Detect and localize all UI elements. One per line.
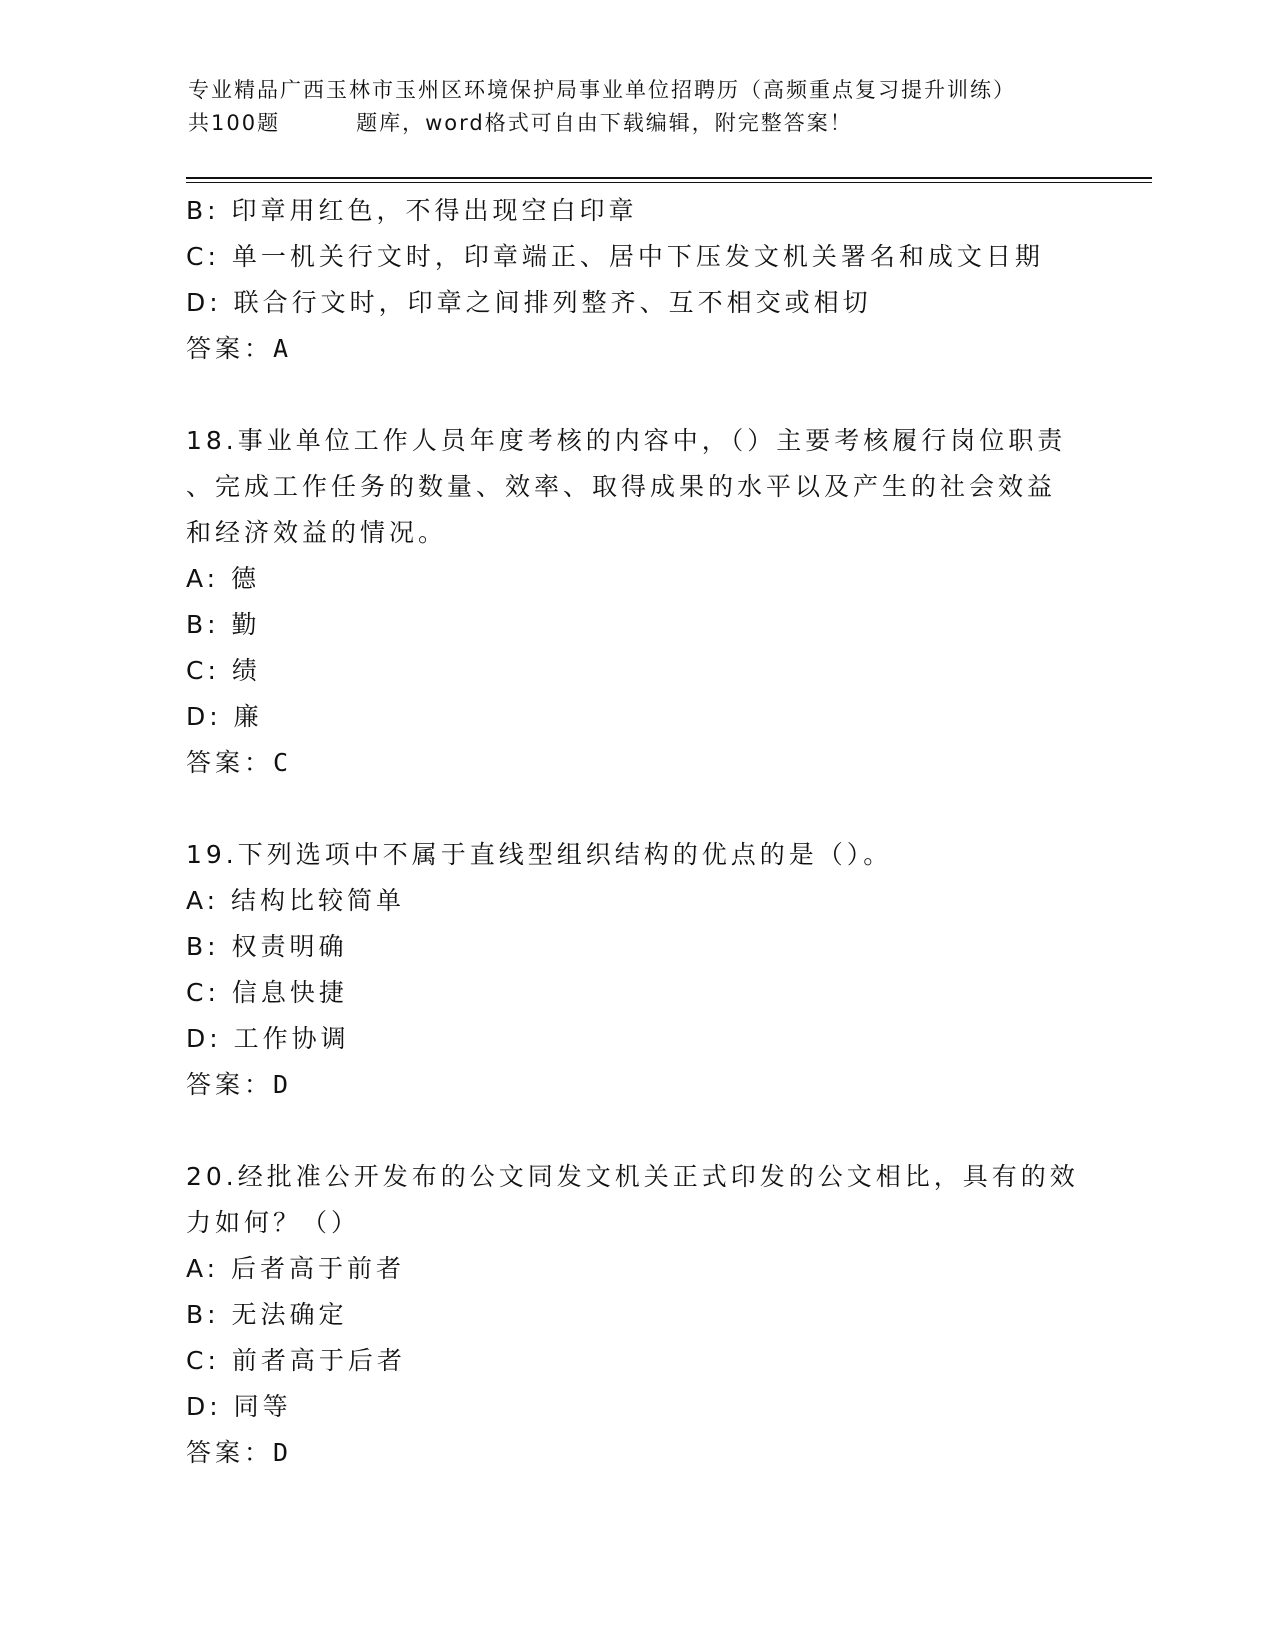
question-stem: 19.下列选项中不属于直线型组织结构的优点的是（）。 [186, 840, 893, 869]
answer-line [186, 740, 1086, 786]
question-stem: 18.事业单位工作人员年度考核的内容中，（）主要考核履行岗位职责 [186, 426, 1067, 455]
option: D: 工作协调 [186, 1024, 350, 1053]
option: A: 结构比较简单 [186, 886, 406, 915]
answer-value: A [273, 334, 293, 363]
option: C: 单一机关行文时，印章端正、居中下压发文机关署名和成文日期 [186, 242, 1044, 271]
header-divider-thick [186, 177, 1152, 179]
answer-value: D [273, 1070, 293, 1099]
question-stem: 和经济效益的情况。 [186, 518, 448, 547]
option: C: 信息快捷 [186, 978, 348, 1007]
option: B: 权责明确 [186, 932, 348, 961]
document-header [188, 74, 1088, 140]
header-note: 题库，word格式可自由下载编辑，附完整答案！ [356, 111, 853, 135]
header-divider-thin [186, 182, 1152, 183]
option: B: 无法确定 [186, 1300, 348, 1329]
document-body [186, 188, 1086, 1476]
option: B: 印章用红色，不得出现空白印章 [186, 196, 638, 225]
option: A: 德 [186, 564, 261, 593]
answer-label: 答案： [186, 1438, 274, 1467]
previous-question-tail [186, 188, 1086, 372]
option: A: 后者高于前者 [186, 1254, 406, 1283]
option: C: 绩 [186, 656, 261, 685]
option: D: 同等 [186, 1392, 292, 1421]
answer-line [186, 1430, 1086, 1476]
answer-label: 答案： [186, 334, 274, 363]
question-stem: 力如何？（） [186, 1208, 361, 1237]
question-19 [186, 832, 1086, 1108]
header-subtitle [188, 107, 1088, 140]
option: B: 勤 [186, 610, 261, 639]
answer-line [186, 326, 1086, 372]
answer-value: D [273, 1438, 293, 1467]
question-stem: 、完成工作任务的数量、效率、取得成果的水平以及产生的社会效益 [186, 472, 1057, 501]
answer-label: 答案： [186, 1070, 274, 1099]
question-20 [186, 1154, 1086, 1476]
answer-label: 答案： [186, 748, 274, 777]
answer-line [186, 1062, 1086, 1108]
option: D: 廉 [186, 702, 263, 731]
question-18 [186, 418, 1086, 786]
option: C: 前者高于后者 [186, 1346, 406, 1375]
option: D: 联合行文时，印章之间排列整齐、互不相交或相切 [186, 288, 872, 317]
question-count: 共100题 [188, 111, 281, 135]
header-title: 专业精品广西玉林市玉州区环境保护局事业单位招聘历（高频重点复习提升训练） [188, 78, 1016, 102]
question-stem: 20.经批准公开发布的公文同发文机关正式印发的公文相比，具有的效 [186, 1162, 1079, 1191]
answer-value: C [273, 748, 293, 777]
